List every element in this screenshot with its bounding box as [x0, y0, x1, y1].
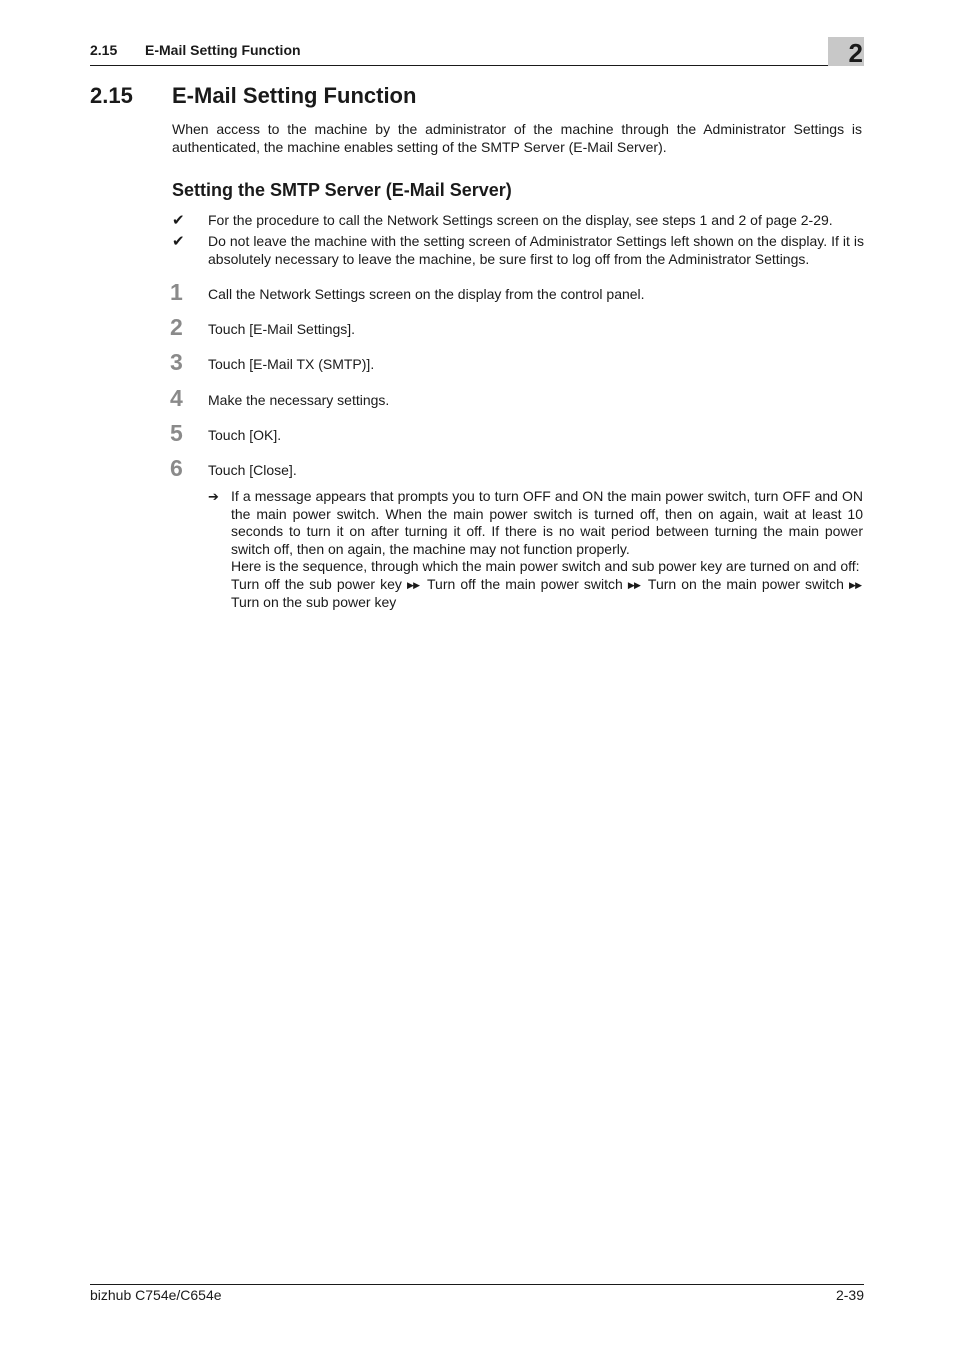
chapter-number: 2: [848, 38, 863, 68]
section-number: 2.15: [90, 83, 133, 108]
section-title: E-Mail Setting Function: [172, 83, 417, 108]
chapter-tab: [828, 37, 864, 66]
step-text: Call the Network Settings screen on the display from the control panel.: [208, 286, 645, 302]
footer-page-number: 2-39: [835, 1287, 864, 1303]
check-mark-icon: ✔: [172, 212, 185, 229]
step-number: 4: [170, 385, 183, 411]
step-text: Touch [Close].: [208, 462, 297, 478]
step-number: 6: [170, 455, 183, 481]
header-rule: [90, 65, 864, 66]
step-text: Touch [OK].: [208, 427, 282, 443]
note-text: Here is the sequence, through which the main power switch and sub power key are turned on and off:: [231, 558, 860, 574]
footer-rule: [90, 1284, 864, 1285]
note-text: If a message appears that prompts you to turn OFF and ON the main power switch, turn OFF and ON the main power switch. When the main power switch is turned off, then on again, wait at least 10 seconds to turn it on after turning it off. If there is no wait period between turning the main power switch off, then on again, the machine may not function properly.: [231, 488, 863, 557]
subsection-title: Setting the SMTP Server (E-Mail Server): [172, 180, 512, 200]
running-header-number: 2.15: [90, 42, 118, 58]
note-block: [231, 488, 863, 612]
step-text: Make the necessary settings.: [208, 392, 390, 408]
step-number: 3: [170, 349, 183, 375]
footer-model: bizhub C754e/C654e: [90, 1287, 222, 1303]
running-header-title: E-Mail Setting Function: [145, 42, 301, 58]
step-text: Touch [E-Mail Settings].: [208, 321, 356, 337]
section-intro: When access to the machine by the administrator of the machine through the Administrator Settings is authenticated, the machine enables setting of the SMTP Server (E-Mail Server).: [172, 121, 862, 155]
sequence-step: Turn on the main power switch: [647, 575, 844, 592]
power-sequence: [231, 576, 863, 595]
prerequisite-item: Do not leave the machine with the setting screen of Administrator Settings left shown on the display. If it is absolutely necessary to leave the machine, be sure first to log off from the Administrator Settings.: [208, 233, 864, 267]
check-mark-icon: ✔: [172, 233, 185, 250]
step-number: 1: [170, 279, 183, 305]
sequence-step: Turn off the main power switch: [427, 575, 623, 592]
step-number: 5: [170, 420, 183, 446]
step-number: 2: [170, 314, 183, 340]
prerequisite-item: For the procedure to call the Network Settings screen on the display, see steps 1 and 2 of page 2-29.: [208, 212, 833, 228]
double-arrow-icon: ▶▶: [849, 579, 861, 590]
arrow-right-icon: ➔: [208, 489, 219, 504]
sequence-step: Turn on the sub power key: [231, 594, 397, 610]
double-arrow-icon: ▶▶: [627, 579, 641, 590]
sequence-step: Turn off the sub power key: [231, 575, 402, 592]
step-text: Touch [E-Mail TX (SMTP)].: [208, 356, 375, 372]
double-arrow-icon: ▶▶: [406, 579, 420, 590]
